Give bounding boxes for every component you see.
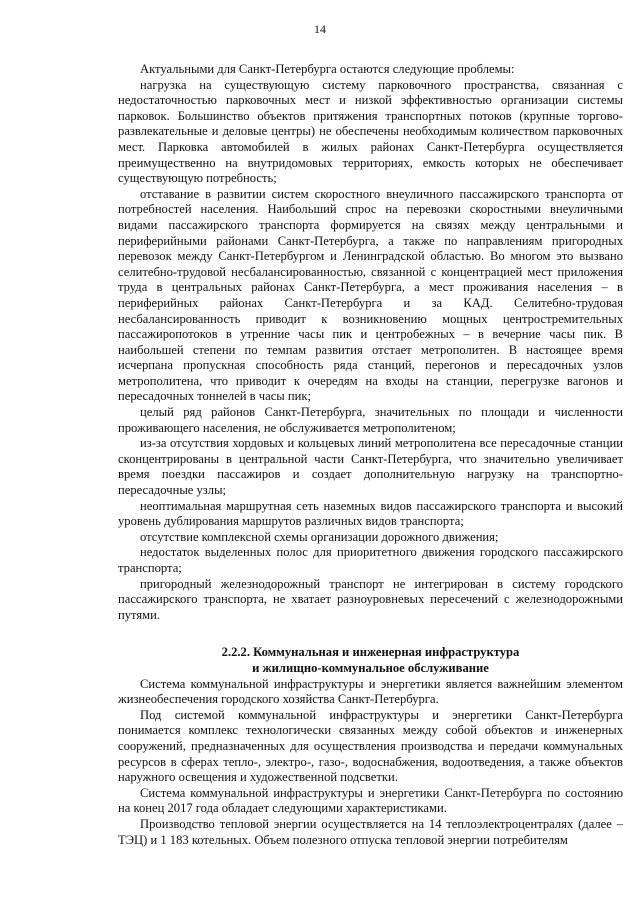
- paragraph-intro: Актуальными для Санкт-Петербурга остаются следующие проблемы:: [140, 62, 515, 76]
- paragraph-characteristics: Система коммунальной инфраструктуры и энергетики Санкт-Петербурга по состоянию на конец 2017 года обладает следующими характеристиками.: [118, 785, 623, 816]
- paragraph-metro-coverage: целый ряд районов Санкт-Петербурга, значительных по площади и численности проживающего населения, не обслуживается метрополитеном;: [118, 405, 623, 435]
- paragraph-heat-production: Производство тепловой энергии осуществляется на 14 теплоэлектроцентралях (далее – ТЭЦ) и 1 183 котельных. Объем полезного отпуска тепловой энергии потребителям: [118, 816, 623, 847]
- paragraph-traffic-scheme: отсутствие комплексной схемы организации дорожного движения;: [140, 529, 499, 544]
- page-number: 14: [314, 22, 326, 36]
- section-heading: [118, 645, 623, 676]
- paragraph-rapid-transit: отставание в развитии систем скоростного внеуличного пассажирского транспорта от потребностей населения. Наибольший спрос на перевозки скоростными внеуличными видами пассажирского транспорта формируется на связях между центральными и периферийными районами Санкт-Петербурга, а также по направлениям пригородных перевозок между Санкт-Петербургом и Ленинградской областью. Во многом это вызвано селитебно-трудовой несбалансированностью, связанной с концентрацией мест приложения труда в центральных районах Санкт-Петербурга, а мест проживания населения – в периферийных районах Санкт-Петербурга и за КАД. Селитебно-трудовая несбалансированность приводит к возникновению мощных центростремительных пассажиропотоков в утренние часы пик и центробежных – в вечерние часы пик. В наибольшей степени по темпам развития отстает метрополитен. В настоящее время исчерпана пропускная способность ряда станций, перегонов и пересадочных узлов метрополитена, что приводит к очередям на входы на станции, перегрузке вагонов и пересадочных тоннелей в часы пик;: [118, 186, 623, 404]
- paragraph-bus-lanes: недостаток выделенных полос для приоритетного движения городского пассажирского транспорта;: [118, 545, 623, 575]
- document-body: [118, 62, 623, 848]
- paragraph-parking: нагрузка на существующую систему парковочного пространства, связанная с недостаточностью парковочных мест и низкой эффективностью организации системы парковок. Большинство объектов притяжения транспортных потоков (крупные торгово-развлекательные и деловые центры) не обеспечены необходимым количеством парковочных мест. Парковка автомобилей в жилых районах Санкт-Петербурга осуществляется преимущественно на внутридомовых территориях, емкость которых не обеспечивает существующую потребность;: [118, 77, 623, 186]
- paragraph-utility-system: Система коммунальной инфраструктуры и энергетики является важнейшим элементом жизнеобеспечения городского хозяйства Санкт-Петербурга.: [118, 676, 623, 707]
- paragraph-suburban-rail: пригородный железнодорожный транспорт не интегрирован в систему городского пассажирского транспорта, не хватает разноуровневых пересечений с железнодорожными путями.: [118, 576, 623, 622]
- paragraph-route-network: неоптимальная маршрутная сеть наземных видов пассажирского транспорта и высокий уровень дублирования маршрутов различных видов транспорта;: [118, 498, 623, 529]
- section-heading-line1: 2.2.2. Коммунальная и инженерная инфраструктура: [221, 645, 520, 660]
- section-heading-line2: и жилищно-коммунальное обслуживание: [252, 660, 489, 675]
- paragraph-utility-definition: Под системой коммунальной инфраструктуры и энергетики Санкт-Петербурга понимается комплекс технологически связанных между собой объектов и инженерных сооружений, предназначенных для осуществления производства и передачи коммунальных ресурсов в сферах тепло-, электро-, газо-, водоснабжения, водоотведения, а также объектов наружного освещения и художественной подсветки.: [118, 707, 623, 785]
- paragraph-metro-lines: из-за отсутствия хордовых и кольцевых линий метрополитена все пересадочные станции сконцентрированы в центральной части Санкт-Петербурга, что значительно увеличивает время поездки пассажиров и создает дополнительную нагрузку на транспортно-пересадочные узлы;: [118, 436, 623, 498]
